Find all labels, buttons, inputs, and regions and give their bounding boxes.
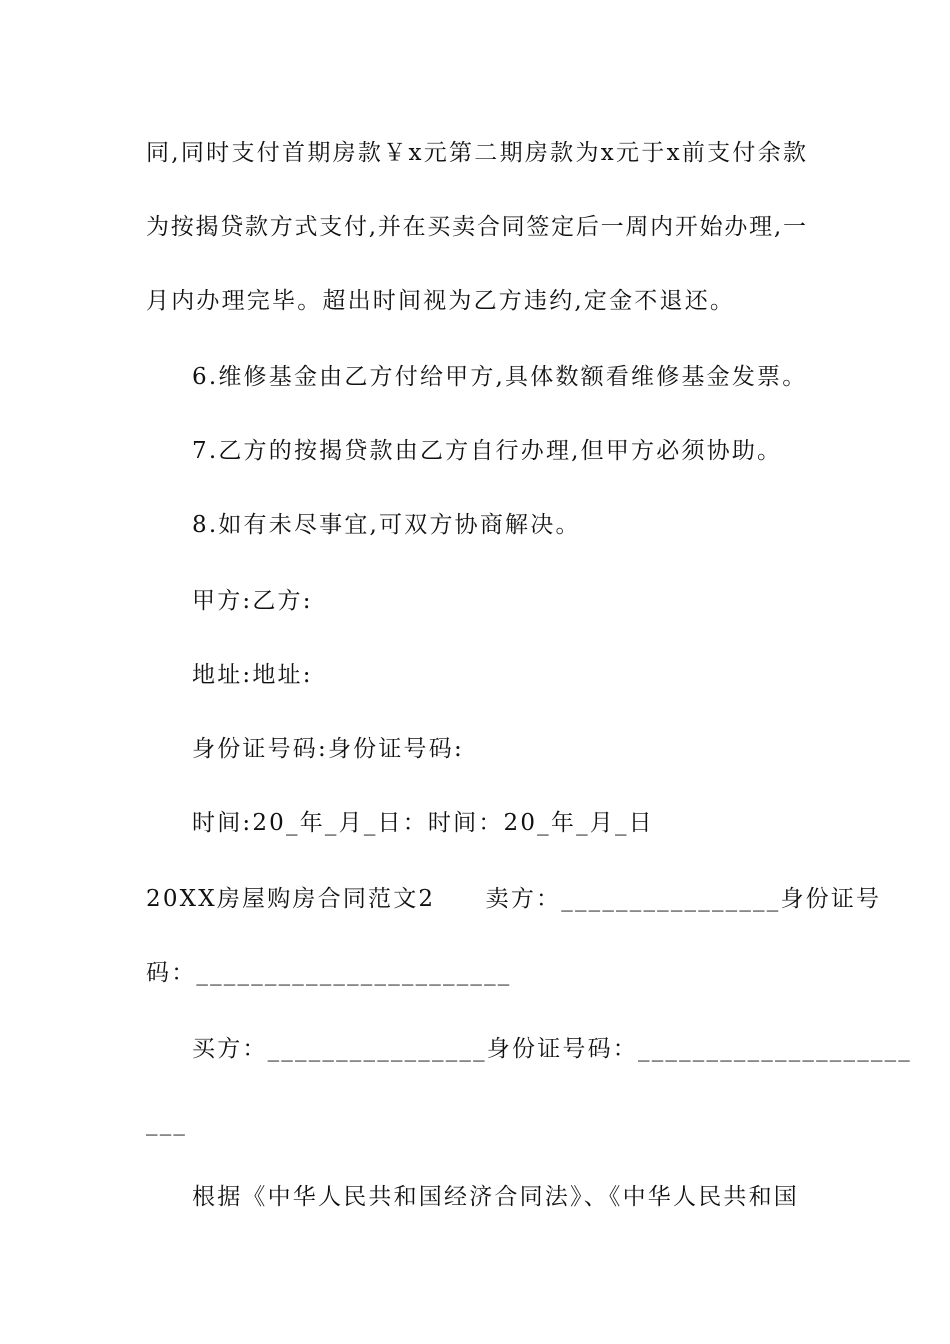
text-line: 为按揭贷款方式支付,并在买卖合同签定后一周内开始办理,一 (146, 214, 806, 240)
text-line: 时间:20_年_月_日：时间：20_年_月_日 (192, 810, 654, 836)
text-line: 7.乙方的按揭贷款由乙方自行办理,但甲方必须协助。 (192, 438, 783, 464)
text-line: 买方：________________身份证号码：____________________ (192, 1036, 912, 1062)
section-heading-line: 20XX房屋购房合同范文2 卖方：________________身份证号 (146, 886, 882, 912)
text-line: 根据《中华人民共和国经济合同法》、《中华人民共和国 (192, 1184, 799, 1210)
text-line: 地址:地址: (192, 662, 313, 688)
text-line: 6.维修基金由乙方付给甲方,具体数额看维修基金发票。 (192, 364, 808, 390)
text-line: 8.如有未尽事宜,可双方协商解决。 (192, 512, 581, 538)
text-line: 身份证号码:身份证号码: (192, 736, 464, 762)
text-line: 码：_______________________ (146, 960, 512, 986)
text-line: 同,同时支付首期房款￥x元第二期房款为x元于x前支付余款 (146, 140, 806, 166)
text-line: ___ (146, 1110, 188, 1136)
text-line: 甲方:乙方: (192, 588, 313, 614)
text-line: 月内办理完毕。超出时间视为乙方违约,定金不退还。 (146, 288, 736, 314)
